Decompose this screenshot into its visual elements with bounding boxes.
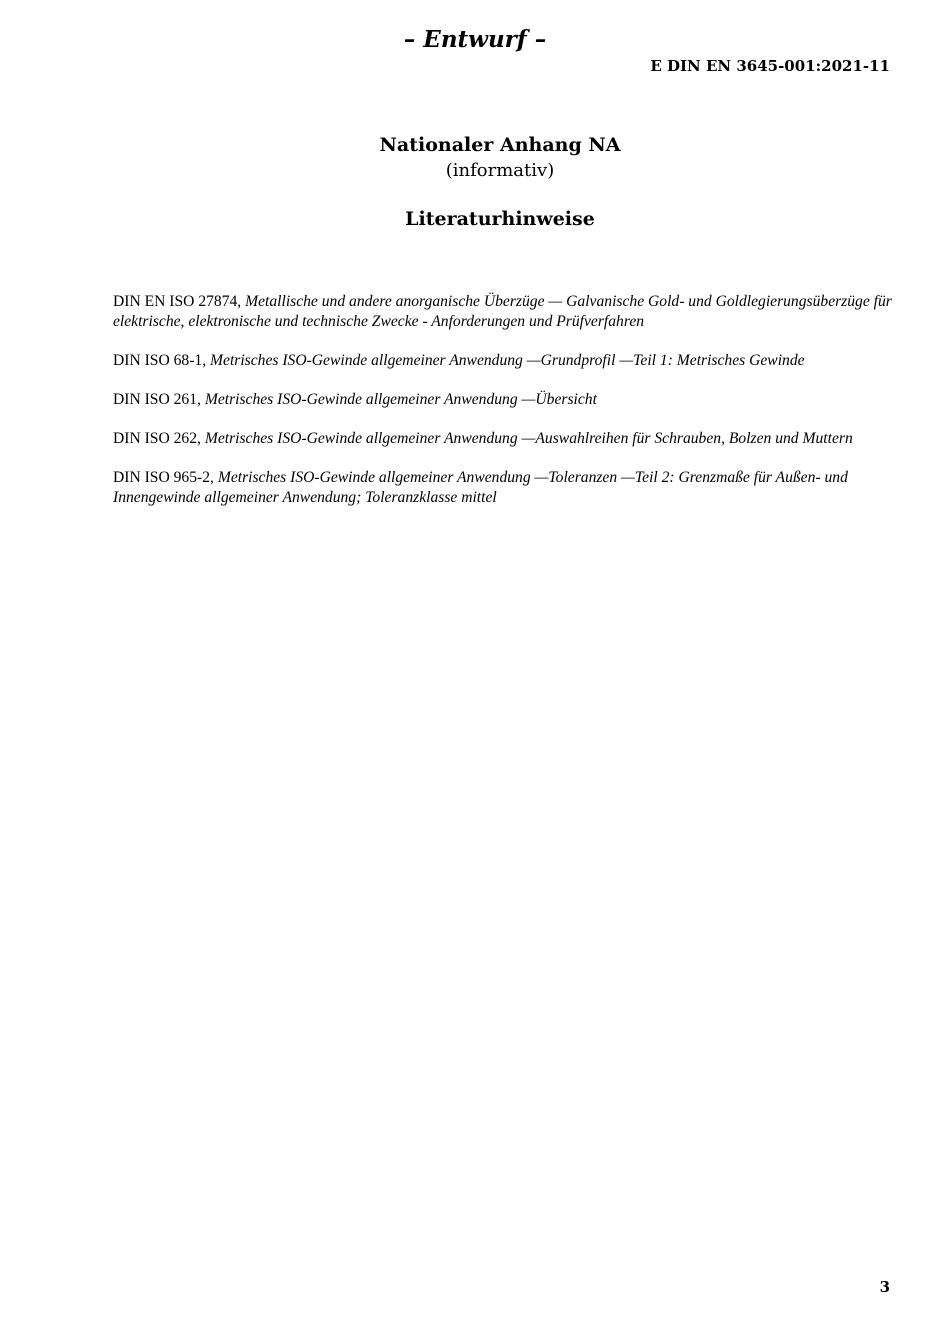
reference-designation: DIN ISO 261, bbox=[113, 391, 205, 408]
reference-title: Metrisches ISO-Gewinde allgemeiner Anwendung —Auswahlreihen für Schrauben, Bolzen und Muttern bbox=[204, 430, 853, 447]
section-heading: Literaturhinweise bbox=[405, 208, 595, 230]
reference-designation: DIN ISO 68-1, bbox=[113, 352, 211, 369]
reference-item bbox=[113, 390, 893, 410]
reference-designation: DIN ISO 262, bbox=[113, 430, 205, 447]
draft-banner: – Entwurf – bbox=[403, 26, 547, 53]
reference-designation: DIN ISO 965-2, bbox=[113, 469, 218, 486]
reference-item bbox=[113, 429, 893, 449]
reference-item bbox=[113, 351, 893, 371]
reference-title: Metrisches ISO-Gewinde allgemeiner Anwendung —Toleranzen —Teil 2: Grenzmaße für Außen- und Innengewinde allgemeiner Anwendung; Toleranzklasse mittel bbox=[113, 469, 848, 506]
annex-title: Nationaler Anhang NA bbox=[379, 134, 621, 156]
document-id: E DIN EN 3645-001:2021-11 bbox=[650, 57, 890, 75]
reference-title: Metrisches ISO-Gewinde allgemeiner Anwendung —Grundprofil —Teil 1: Metrisches Gewinde bbox=[210, 352, 805, 369]
annex-subtitle: (informativ) bbox=[445, 160, 555, 181]
reference-item bbox=[113, 292, 893, 332]
reference-title: Metrisches ISO-Gewinde allgemeiner Anwendung —Übersicht bbox=[204, 391, 597, 408]
reference-title: Metallische und andere anorganische Überzüge — Galvanische Gold- und Goldlegierungsüberzüge für elektrische, elektronische und technische Zwecke - Anforderungen und Prüfverfahren bbox=[113, 293, 892, 330]
page-number: 3 bbox=[879, 1278, 890, 1296]
reference-list bbox=[113, 292, 893, 527]
reference-item bbox=[113, 468, 893, 508]
reference-designation: DIN EN ISO 27874, bbox=[113, 293, 246, 310]
